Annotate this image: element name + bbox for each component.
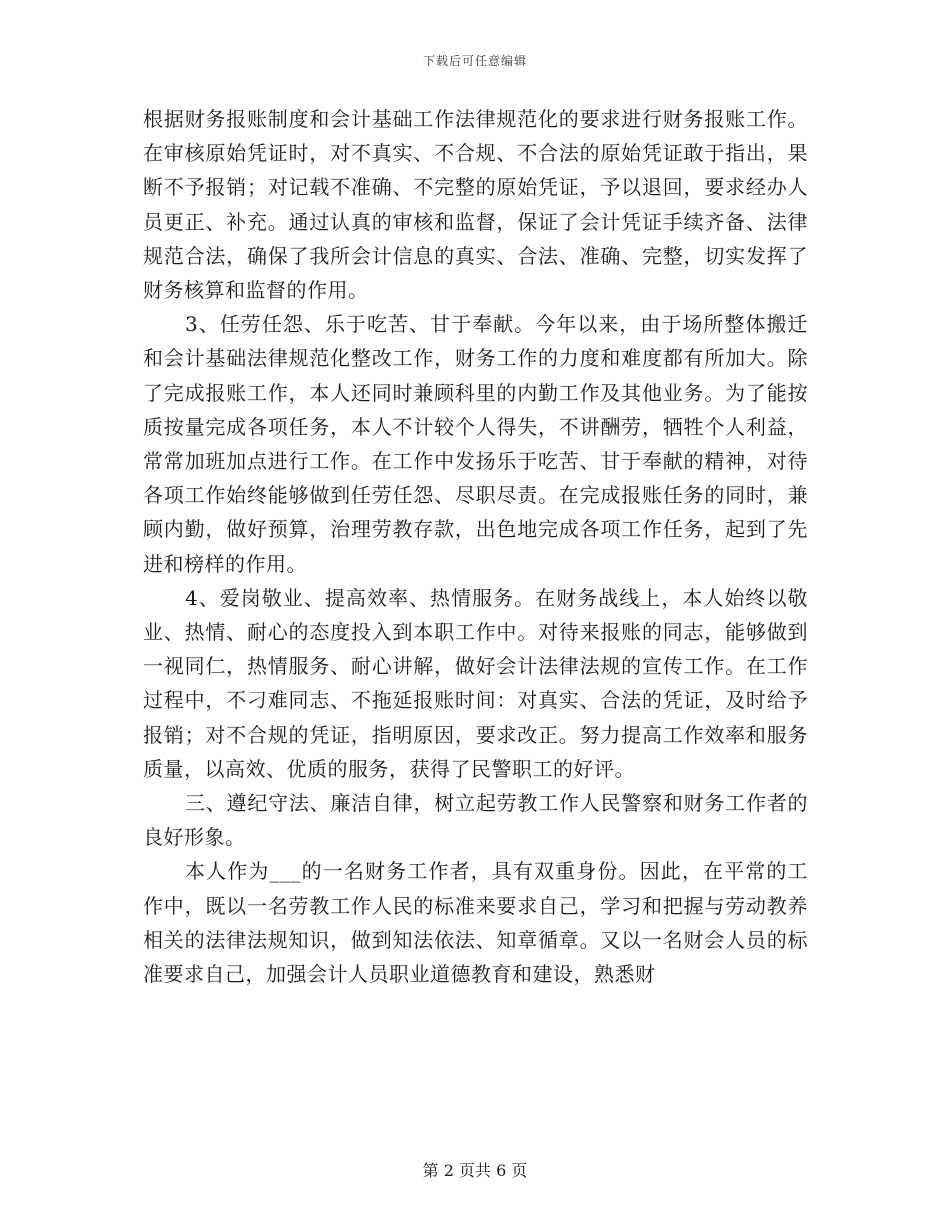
page-header-note: 下载后可任意编辑 (422, 54, 527, 68)
paragraph-identity: 本人作为___的一名财务工作者，具有双重身份。因此，在平常的工作中，既以一名劳教工作人民的标准来要求自己，学习和把握与劳动教养相关的法律法规知识，做到知法依法、知章循章。又以一名财会人员的标准要求自己，加强会计人员职业道德教育和建设，熟悉财 (143, 859, 808, 987)
page-number: 第 2 页共 6 页 (422, 1161, 528, 1180)
paragraph-item-4: 4、爱岗敬业、提高效率、热情服务。在财务战线上，本人始终以敬业、热情、耐心的态度投入到本职工作中。对待来报账的同志，能够做到一视同仁，热情服务、耐心讲解，做好会计法律法规的宣传工作。在工作过程中，不刁难同志、不拖延报账时间：对真实、合法的凭证，及时给予报销；对不合规的凭证，指明原因，要求改正。努力提高工作效率和服务质量，以高效、优质的服务，获得了民警职工的好评。 (143, 585, 808, 781)
paragraph-continuation: 根据财务报账制度和会计基础工作法律规范化的要求进行财务报账工作。在审核原始凭证时，对不真实、不合规、不合法的原始凭证敢于指出，果断不予报销；对记载不准确、不完整的原始凭证，予以退回，要求经办人员更正、补充。通过认真的审核和监督，保证了会计凭证手续齐备、法律规范合法，确保了我所会计信息的真实、合法、准确、完整，切实发挥了财务核算和监督的作用。 (143, 107, 808, 303)
document-body (143, 102, 808, 991)
paragraph-item-3: 3、任劳任怨、乐于吃苦、甘于奉献。今年以来，由于场所整体搬迁和会计基础法律规范化整改工作，财务工作的力度和难度都有所加大。除了完成报账工作，本人还同时兼顾科里的内勤工作及其他业务。为了能按质按量完成各项任务，本人不计较个人得失，不讲酬劳，牺牲个人利益，常常加班加点进行工作。在工作中发扬乐于吃苦、甘于奉献的精神，对待各项工作始终能够做到任劳任怨、尽职尽责。在完成报账任务的同时，兼顾内勤，做好预算，治理劳教存款，出色地完成各项工作任务，起到了先进和榜样的作用。 (143, 312, 808, 576)
section-heading-3: 三、遵纪守法、廉洁自律，树立起劳教工作人民警察和财务工作者的良好形象。 (143, 791, 808, 850)
